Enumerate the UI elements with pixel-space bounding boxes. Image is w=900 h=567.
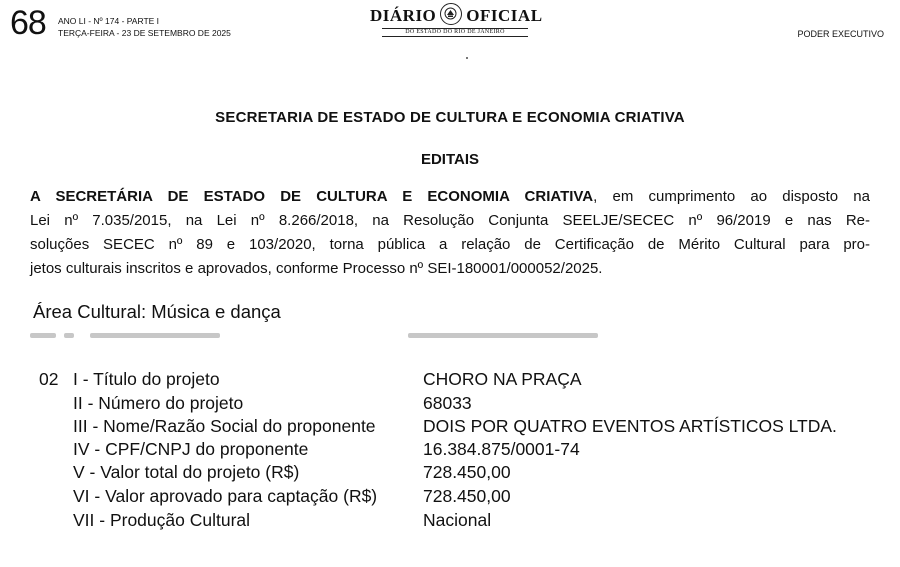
intro-line-1-rest: , em cumprimento ao disposto na: [593, 188, 870, 205]
field-label: IV - CPF/CNPJ do proponente: [73, 439, 309, 459]
masthead-subtitle: DO ESTADO DO RIO DE JANEIRO: [382, 28, 528, 37]
masthead-right-word: OFICIAL: [466, 6, 543, 25]
area-label: Área Cultural: Música e dança: [33, 301, 281, 322]
intro-paragraph: [30, 185, 870, 281]
section-label: PODER EXECUTIVO: [797, 29, 884, 39]
detail-row: [0, 486, 900, 509]
intro-line-4: jetos culturais inscritos e aprovados, conforme Processo nº SEI-180001/000052/2025.: [30, 260, 603, 277]
detail-row: [0, 369, 900, 392]
masthead-left-word: DIÁRIO: [370, 6, 437, 25]
field-label: V - Valor total do projeto (R$): [73, 462, 300, 482]
field-label: I - Título do projeto: [73, 369, 220, 389]
section-title: EDITAIS: [420, 151, 480, 168]
detail-row: [0, 510, 900, 533]
divider-dot: [466, 57, 468, 59]
edition-info: [58, 15, 231, 39]
field-label: II - Número do projeto: [73, 393, 244, 413]
field-label: VII - Produção Cultural: [73, 510, 251, 530]
detail-row: [0, 439, 900, 462]
cut-off-text-strip: [30, 331, 630, 340]
detail-row: [0, 393, 900, 416]
field-value: Nacional: [423, 510, 492, 530]
secretariat-title: SECRETARIA DE ESTADO DE CULTURA E ECONOMIA CRIATIVA: [215, 109, 685, 126]
masthead-logo: [370, 6, 543, 37]
detail-row: [0, 416, 900, 439]
field-value: 728.450,00: [423, 486, 511, 506]
field-value: 68033: [423, 393, 472, 413]
field-label: VI - Valor aprovado para captação (R$): [73, 486, 378, 506]
entry-number: 02: [39, 369, 59, 389]
field-value: DOIS POR QUATRO EVENTOS ARTÍSTICOS LTDA.: [423, 416, 837, 436]
intro-line-3: soluções SECEC nº 89 e 103/2020, torna pública a relação de Certificação de Mérito Cultural para pro-: [30, 236, 870, 253]
field-label: III - Nome/Razão Social do proponente: [73, 416, 376, 436]
intro-line-1: [30, 185, 870, 209]
state-seal-icon: [440, 3, 462, 25]
page-number: 68: [10, 4, 46, 42]
detail-row: [0, 462, 900, 485]
intro-bold: A SECRETÁRIA DE ESTADO DE CULTURA E ECONOMIA CRIATIVA: [30, 188, 594, 205]
field-value: 16.384.875/0001-74: [423, 439, 580, 459]
edition-line: ANO LI - Nº 174 - PARTE I: [58, 16, 160, 26]
field-value: 728.450,00: [423, 462, 511, 482]
date-line: TERÇA-FEIRA - 23 DE SETEMBRO DE 2025: [58, 28, 231, 38]
intro-line-2: Lei nº 7.035/2015, na Lei nº 8.266/2018, na Resolução Conjunta SEELJE/SECEC nº 96/2019 e nas Re-: [30, 212, 870, 229]
field-value: CHORO NA PRAÇA: [423, 369, 582, 389]
